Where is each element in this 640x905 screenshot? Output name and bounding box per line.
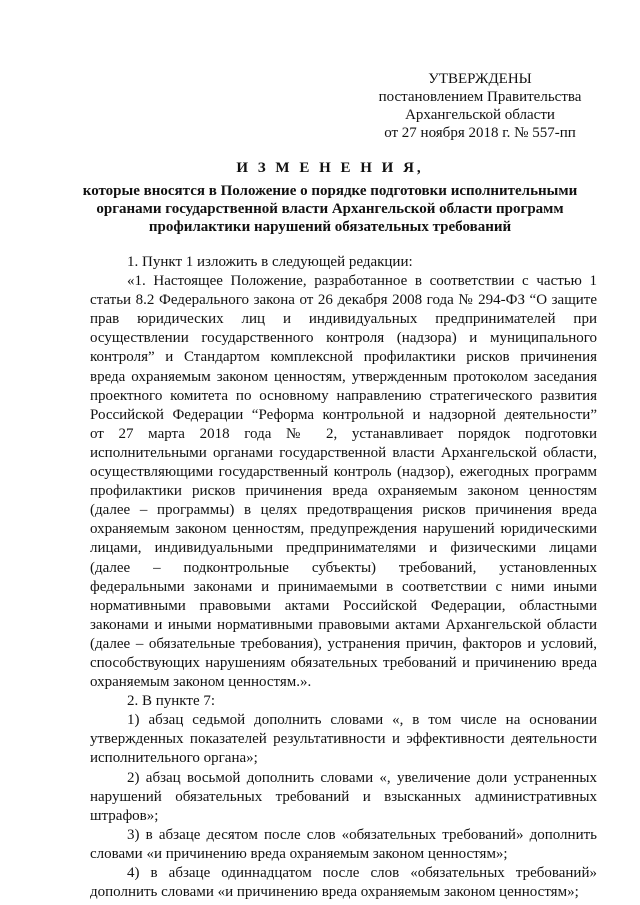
body-line: штрафов»; — [90, 807, 159, 824]
body-line: исполнительными органами государственной власти Архангельской области, — [90, 444, 597, 461]
approval-line: УТВЕРЖДЕНЫ — [428, 71, 532, 87]
body-line: нормативными правовыми актами Российской Федерации, областными — [90, 597, 597, 614]
document-title: И З М Е Н Е Н И Я, — [236, 160, 424, 176]
approval-line: Архангельской области — [405, 107, 555, 123]
approval-line: от 27 ноября 2018 г. № 557-пп — [384, 125, 576, 141]
body-line: законами и иными нормативными правовыми актами Архангельской области — [90, 616, 597, 633]
body-line: статьи 8.2 Федерального закона от 26 декабря 2008 года № 294-ФЗ “О защите — [90, 292, 597, 309]
body-line: федеральными законами и принимаемыми в соответствии с ними иными — [90, 578, 597, 595]
body-line: осуществляющими государственный контроль (надзор), ежегодных программ — [90, 464, 597, 481]
body-line: прав юридических лиц и индивидуальных предпринимателей при — [90, 311, 597, 328]
document-subtitle — [80, 182, 580, 236]
approval-line: постановлением Правительства — [378, 89, 582, 105]
body-line: дополнить словами «и причинению вреда охраняемым законом ценностям»; — [90, 884, 579, 901]
body-line: лицами, индивидуальными предпринимателями и физическими лицами — [90, 540, 597, 557]
body-line: (далее – подконтрольные субъекты) требований, установленных — [90, 559, 597, 576]
approval-stamp — [360, 70, 600, 142]
document-body — [90, 253, 597, 902]
body-line: утвержденных показателей результативности и эффективности деятельности — [90, 731, 597, 748]
body-line: осуществлении государственного контроля (надзора) и муниципального — [90, 330, 597, 347]
body-line: контроля” и Стандартом комплексной профилактики рисков причинения — [90, 349, 597, 366]
subtitle-line: профилактики нарушений обязательных требований — [148, 219, 512, 235]
body-line: 1) абзац седьмой дополнить словами «, в том числе на основании — [127, 712, 597, 729]
body-line: 4) в абзаце одиннадцатом после слов «обязательных требований» — [127, 865, 597, 881]
body-line: охраняемым законом ценностям.». — [90, 674, 312, 691]
subtitle-line: органами государственной власти Архангельской области программ — [96, 201, 564, 217]
body-line: охраняемым законом ценностям, предупреждения нарушений юридическими — [90, 521, 597, 538]
body-line: 1. Пункт 1 изложить в следующей редакции: — [127, 254, 413, 270]
body-line: (далее – обязательные требования), устранения причин, факторов и условий, — [90, 635, 597, 652]
body-line: профилактики рисков причинения вреда охраняемым законом ценностям — [90, 483, 597, 500]
subtitle-line: которые вносятся в Положение о порядке подготовки исполнительными — [82, 183, 578, 199]
body-line: 2. В пункте 7: — [127, 693, 216, 710]
body-line: способствующих нарушениям обязательных требований и причинению вреда — [90, 654, 597, 671]
body-line: вреда охраняемым законом ценностям, утвержденным протоколом заседания — [90, 368, 597, 385]
body-line: нарушений обязательных требований и взысканных административных — [90, 788, 597, 805]
body-line: (далее – программы) в целях предотвращения рисков причинения вреда — [90, 502, 597, 519]
body-line: проектного комитета по основному направлению стратегического развития — [90, 387, 597, 404]
body-line: Российской Федерации “Реформа контрольной и надзорной деятельности” — [90, 406, 597, 423]
body-line: 2) абзац восьмой дополнить словами «, увеличение доли устраненных — [127, 769, 597, 786]
body-line: «1. Настоящее Положение, разработанное в соответствии с частью 1 — [127, 273, 597, 290]
body-line: словами «и причинению вреда охраняемым законом ценностям»; — [90, 845, 508, 862]
body-line: от 27 марта 2018 года № 2, устанавливает порядок подготовки — [90, 425, 597, 442]
body-line: исполнительного органа»; — [90, 750, 258, 767]
body-line: 3) в абзаце десятом после слов «обязательных требований» дополнить — [127, 826, 597, 843]
